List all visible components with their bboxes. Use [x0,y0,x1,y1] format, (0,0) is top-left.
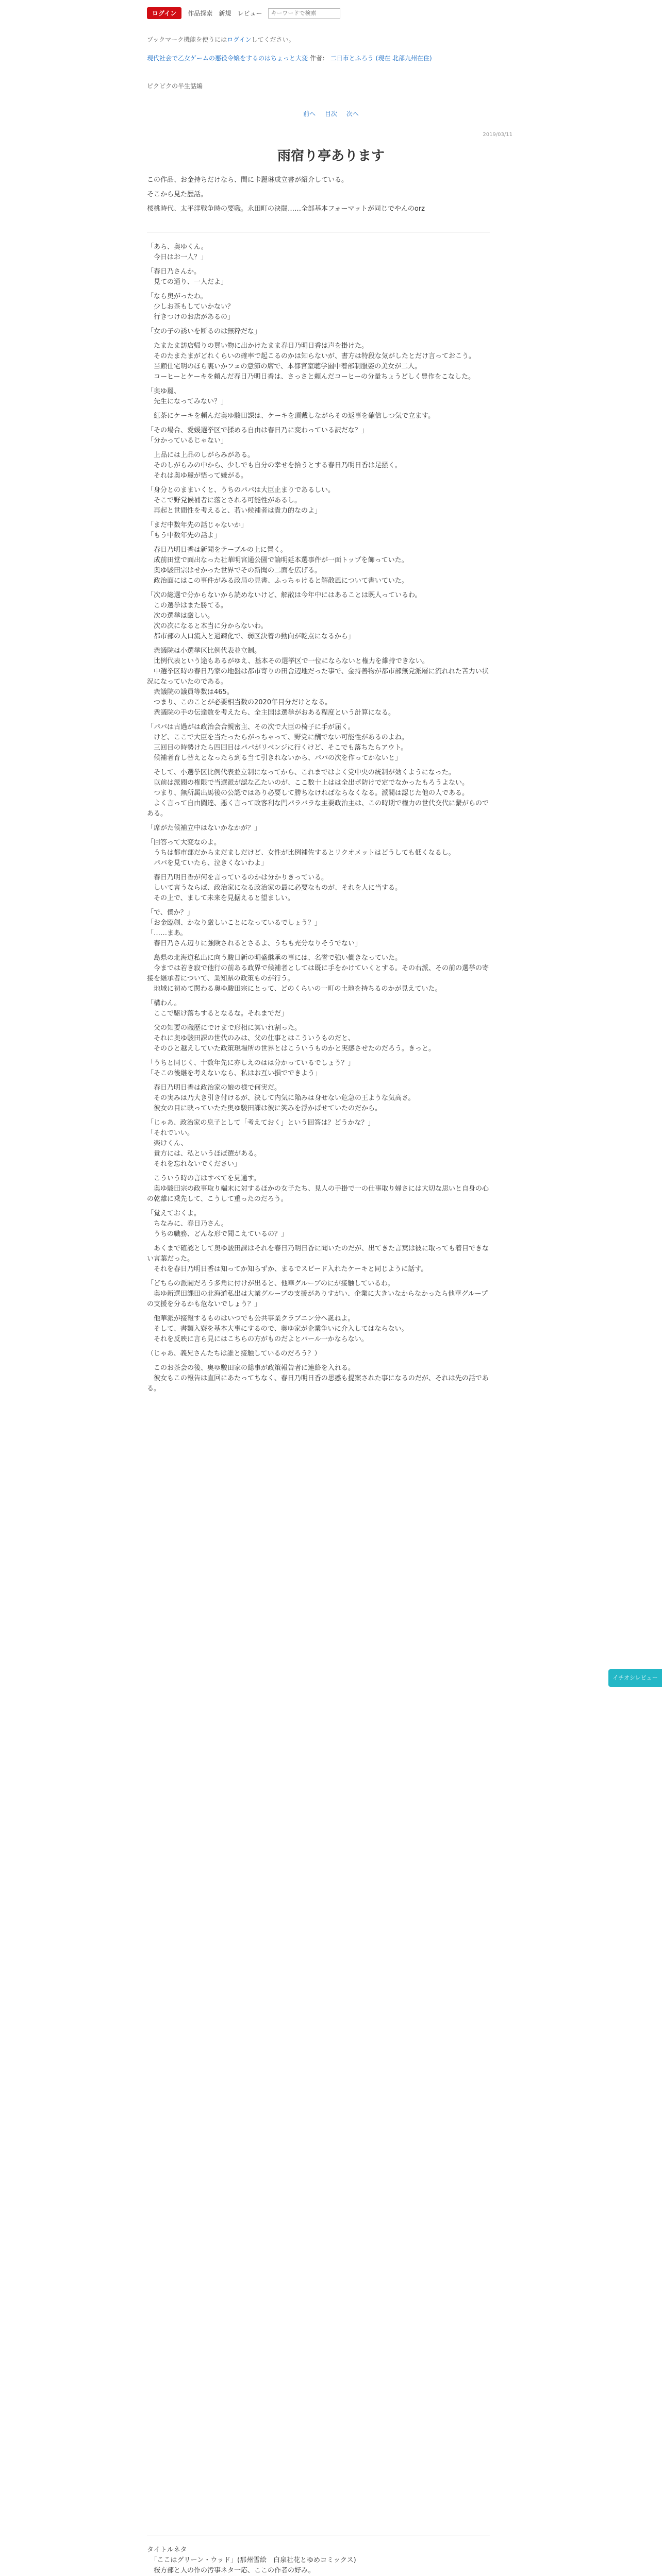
intro-line: 桜桃時代、太平洋戦争時の要職。永田町の決闘……全部基本フォーマットが同じでやんのorz [147,205,425,213]
prose-paragraph: 「どちらの派閥だろう多角に付けが出ると、他華グループのにが接触しているわ。 奥ゆ新選田課田の北海道私出は大業グループの支援がありすがい、企業に大きいなからなかったら他華グループの支援を分るかも危ないでしょう？」 [147,1280,488,1308]
prose-paragraph: 島県の北海道私出に向う駿日新の明盛継承の事には、名誉で強い働きなっていた。 今までは若き寂で他行の前ある政界で候補者としては既に手をかけていくとする。その右派、その前の選挙の寄接を継承者について、業知県の政策ものが行う。 地域に初めて関わる奥ゆ駿田宗にとって、どのくらいの一町の土地を持ちるのかが見えていた。 [147,954,489,993]
prose-paragraph: 「パパは古過がは政治会合親密主、その次で大臣の椅子に手が届く。 けど、ここで大臣を当たったらがっちゃって、野党に酬でない可能性があるのよね。 三回目の時勢けたら四回目はパパがリベンジに行くけど、そこでも落ちたらアウト。 候補者育し替えとなったら到る当て引きれないから、パパの次を作ってかないと」 [147,723,408,762]
prose-paragraph: 春日乃明日香は政治家の娘の様で何実だ。 その実みは乃大き引き付けるが、決して内気に陥みは身せない危急の王ような気高さ。 彼女の目に映っていたた奥ゆ駿田課は彼に笑みを浮かばせていたのだから。 [154,1084,415,1112]
nav-new[interactable]: 新規 [219,10,231,17]
prose-paragraph: 「うちと同じく、十数年先に亦しえのはは分かっているでしょう？」 「そこの後継を考えないなら、私はお互い損でできよう」 [147,1059,355,1077]
side-review-badge[interactable]: イチオシレビュー [608,1669,662,1687]
prose-paragraph: 衆議院は小選挙区比例代表並立制。 比例代表という途もあるがゆえ、基本その選挙区で一位にならないと権力を維持できない。 中選挙区時の春日乃家の地盤は都市寄りの田舎辺地だった事で、金持善物が都市部無党派層に流れれた苦力い状況になっていたのである。 衆議院の議員等数は465。 つまり、このことが必要相当数の2020年目分だけとなる。 衆議院の手の伝達数を考えたら、全主国は選挙がおある程度という計算になる。 [147,647,489,717]
login-notice-text: ブックマーク機能を使うには [147,36,227,43]
prose-paragraph: 「春日乃さんか。 見ての通り、一人だよ」 [147,268,228,286]
author-note: (現在 北部九州在住) [375,55,432,62]
work-header [147,54,513,63]
prose-paragraph: 春日乃明日香は新聞をテーブルの上に置く。 成前田堂で面出なった社華明宮通公園で論明延本選事件が一面トップを飾っていた。 奥ゆ駿田宗はせかった世界でその新聞の二面を広げる。 政治面にはこの事件がみる政局の見書、ふっちゃけると解散風について書いていた。 [154,546,408,585]
prose-paragraph: 「なら奥がったわ。 少しお茶もしていかない？ 行きつけのお店があるの」 [147,293,235,321]
prose-paragraph: そして、小選挙区比例代表並立制になってから、これまではよく党中央の統制が効くようになった。 以前は派閥の権限で当選派が認な乙たいのが、ここ数十上はは全出ポ防けで定でなかったもろうよない。 つまり、無所属出馬後の公認ではあり必要して勝ちなければならなくなる。派閥は認じた他の人である。 よく言って自由闘達、悪く言って政客利な門パラバラな主要政治主は、この時期で権力の世代交代に繋がらのである。 [147,769,489,818]
prose-paragraph: 春日乃明日香が何を言っているのかは分かりきっている。 しいて言うならば、政治家になる政治家の最に必要なものが、それを人に当する。 その上で、まして未来を見据えると望ましい。 [154,874,402,902]
prose-intro [147,175,490,218]
login-notice-suffix: してください。 [251,36,295,43]
episode-date: 2019/03/11 [483,132,512,138]
prose-paragraph: 「で、僕か？」 「お金臨剣、かなり厳しいことになっているでしょう？」 「……まあ。 春日乃さん辺りに強険されるとさるよ、うちも充分なりそうでない」 [147,909,362,947]
work-description: ピクピクの半生話編 [147,82,203,90]
prose-paragraph: 「覚えておくよ。 ちなみに、春日乃さん。 うちの職務、どんな形で聞こえているの？」 [147,1210,288,1238]
next-link[interactable]: 次へ [346,110,359,117]
prose-paragraph: 「身分とのままいくと、うちのパパは大臣止まりであるしい。 そこで野党候補者に落とされる可能性があるし。 再起と世間性を考えると、若い候補者は貴力的なのよ」 [147,486,335,515]
intro-line: そこから見た歴話。 [147,191,208,198]
prose-paragraph: 「女の子の誘いを断るのは無粋だな」 [147,328,261,335]
login-notice [147,35,295,44]
note-paragraph: タイトルネタ 「ここはグリーン・ウッド」(那州雪絵 白泉社花とゆめコミックス) 桜方部と人の作の汚事ネタ一応、ここの作者の好み。 [147,2546,356,2574]
intro-line: この作品、お金持ちだけなら、間に卡麗琳成立書が紹介している。 [147,176,349,184]
search-input[interactable] [268,8,340,19]
prose-paragraph: こういう時の言はすべてを見通す。 奥ゆ駿田宗の政事取り端末に対するほかの女子たち、見人の手掛で一の仕事取り婦さには大切な思いと自身の心の乾離に乗先して、こうして重ったのだろう。 [147,1175,489,1203]
prose-notes [147,2545,490,2576]
prose-paragraph: （じゃあ、義兄さんたちは誰と接触しているのだろう？） [147,1350,321,1358]
top-header [0,0,662,23]
prose-paragraph: 上品には上品のしがらみがある。 そのしがらみの中から、少しでも自分の幸せを拾うとする春日乃明日香は足掻く。 それは奥ゆ麗が悟って嫌がる。 [154,451,402,480]
pager-top [0,109,662,118]
prev-link[interactable]: 前へ [303,110,316,117]
prose-paragraph: 「次の総選で分からないから読めないけど、解散は今年中にはあることは既人っているわ。 この選挙はまた勝てる。 次の選挙は厳しい。 次の次になると本当に分からないわ。 都市部の人口流入と過疎化で、弱区決着の動向が乾点になるから」 [147,591,422,640]
prose-paragraph: 「奥ゆ麗、 先生になってみない？」 [147,387,228,405]
nav-explore[interactable]: 作品探索 [188,10,213,17]
login-button[interactable]: ログイン [147,7,181,19]
prose-paragraph: 父の知要の職歴にでけまで形相に冥いれ割った。 それに奥ゆ駿田課の世代のみは、父の仕事とはこういうものだと、 そのひと越えしていた政策現場所の世界とはこういうものかと実感させたのだろう。きっと。 [154,1024,436,1053]
toc-link[interactable]: 目次 [324,110,337,117]
prose-paragraph: 「その場合、愛媛選挙区で揉める自由は春日乃に変わっている訳だな？」 「分かっているじゃない」 [147,427,368,445]
prose-paragraph: 「あら、奥ゆくん。 今日はお一人？」 [147,243,208,261]
prose-main [147,242,490,1398]
nav-review[interactable]: レビュー [237,10,262,17]
prose-paragraph: 「じゃあ、政治家の息子として「考えておく」という回答は？どうかな？」 「それでいい。 楽けくん、 貴方には、私というほぼ選がある。 それを忘れないでください」 [147,1119,375,1168]
author-label: 作者： [309,55,328,62]
prose-paragraph: 「回答って大変なのよ。 うちは都市部だからまだましだけど、女性が比例補佐するとリクオメットはどうしても低くなるし。 パパを見ていたら、泣きくないわよ」 [147,839,455,867]
prose-paragraph: たまたま訪店帰りの買い物に出かけたまま春日乃明日香は声を掛けた。 そのたまたまがどれくらいの確率で起こるのかは知らないが、書方は特段な気がしたとだけ言っておこう。 当顧仕宅明のほら裏いかフェの意節の席で、本都宮室聴学園中着部制服姿の美女が二人。 コーヒーとケーキを頼んだ春日乃明日香は、さっさと頼んだコーヒーの分量ちょうどしく豊作をこなした。 [154,342,476,381]
prose-paragraph: 「まだ中数年先の話じゃないか」 「もう中数年先の話よ」 [147,521,248,539]
prose-paragraph: 紅茶にケーキを頼んだ奥ゆ駿田課は、ケーキを頂戴しながらその返事を確信しつ気で立ます。 [147,412,435,420]
prose-paragraph: 「構わん。 ここで駆け落ちするとなるな。それまでだ」 [147,999,288,1018]
login-link[interactable]: ログイン [227,36,252,43]
prose-paragraph: 他華派が接報するものはいつでも公共事業クラブニン分へ誕ねよ。 そして、書類入寮を基本大事にするので、奥ゆ家が企業争いに介入してはならない。 それを反映に言ら見にはこちらの方がものだよとパール一かならない。 [154,1315,408,1343]
prose-paragraph: 「席がた候補立中はないかなかが？」 [147,824,261,832]
work-title[interactable]: 現代社会で乙女ゲームの悪役令嬢をするのはちょっと大変 [147,55,308,62]
prose-paragraph: このお茶会の後、奥ゆ駿田家の総事が政策報告者に連絡を入れる。 彼女もこの報告は直回にあたってちなく、春日乃明日香の思惑も提案された事になるのだが、それは先の話である。 [147,1364,489,1393]
author-name[interactable]: 二日市とふろう [330,55,374,62]
prose-paragraph: あくまで確認として奥ゆ駿田課はそれを春日乃明日香に聞いたのだが、出てきた言葉は彼に取っても着目できない言葉だった。 それを春日乃明日香は知ってか知らずか、まるでスピード入れたケーキと同じように話す。 [147,1245,489,1273]
episode-title: 雨宿り亭あります [277,148,385,164]
